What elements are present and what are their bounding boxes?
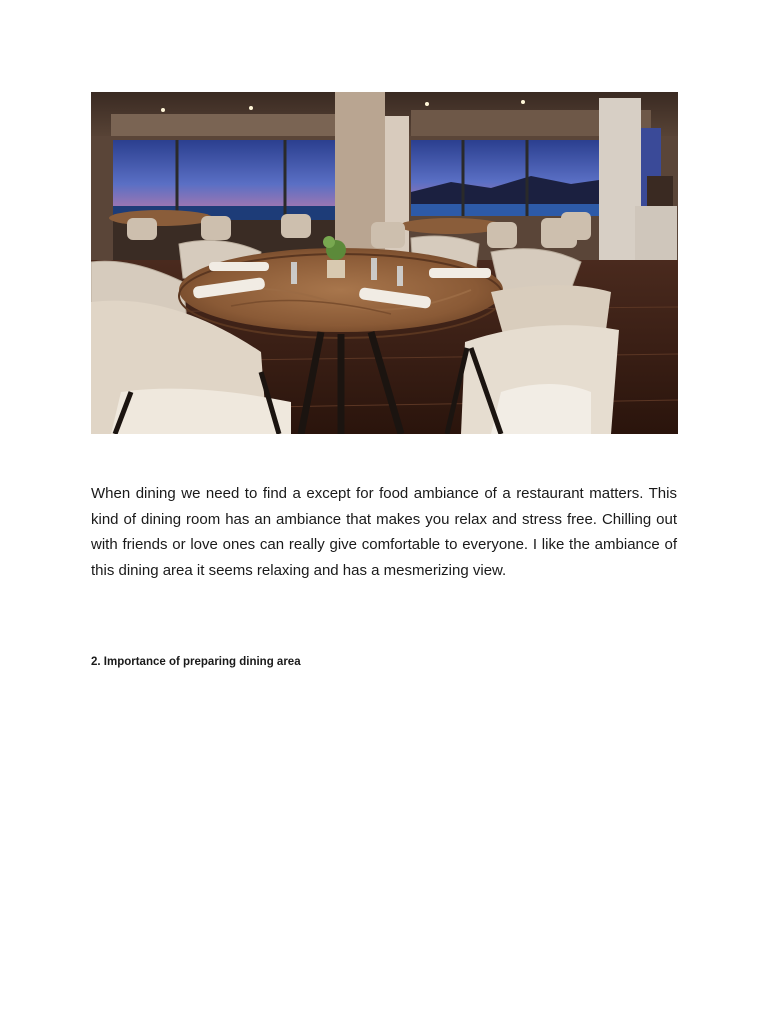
- restaurant-photo-illustration: [91, 92, 678, 434]
- body-paragraph: When dining we need to find a except for food ambiance of a restaurant matters. This kind of dining room has an ambiance that makes you relax and stress free. Chilling out with friends or love ones can really give comfortable to everyone. I like the ambiance of this dining area it seems relaxing and has a mesmerizing view.: [91, 485, 677, 579]
- restaurant-dining-room-photo: [91, 92, 678, 434]
- section-heading: 2. Importance of preparing dining area: [91, 656, 301, 668]
